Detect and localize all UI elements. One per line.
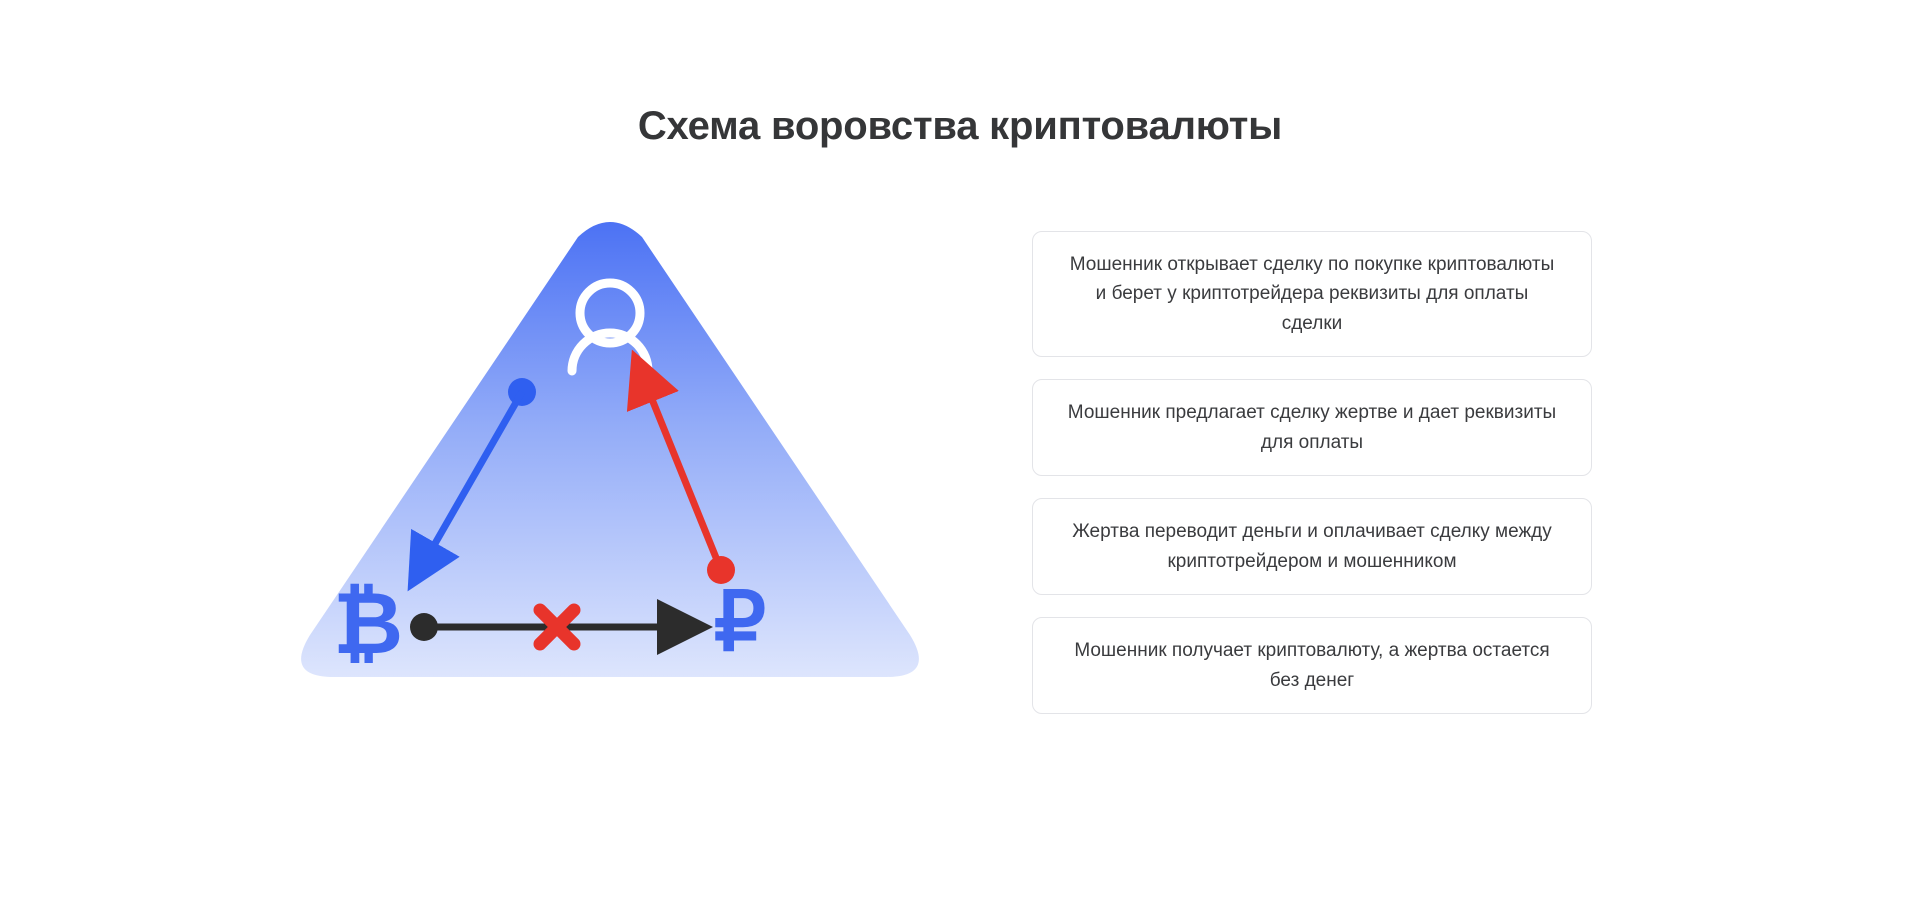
scheme-diagram (290, 215, 930, 815)
step-text: Мошенник предлагает сделку жертве и дает реквизиты для оплаты (1067, 402, 1557, 453)
step-text: Мошенник открывает сделку по покупке криптовалюты и берет у криптотрейдера реквизиты для оплаты сделки (1069, 254, 1555, 334)
step-card-4 (1032, 617, 1592, 714)
steps-list (1032, 231, 1592, 714)
step-text: Жертва переводит деньги и оплачивает сделку между криптотрейдером и мошенником (1072, 521, 1552, 572)
page-title: Схема воровства криптовалюты (637, 104, 1283, 148)
step-text: Мошенник получает криптовалюту, а жертва остается без денег (1074, 640, 1550, 691)
step-card-3 (1032, 498, 1592, 595)
ruble-symbol: ₽ (713, 577, 767, 668)
step-card-2 (1032, 379, 1592, 476)
bitcoin-symbol: ₿ (332, 576, 404, 672)
step-card-1 (1032, 231, 1592, 357)
